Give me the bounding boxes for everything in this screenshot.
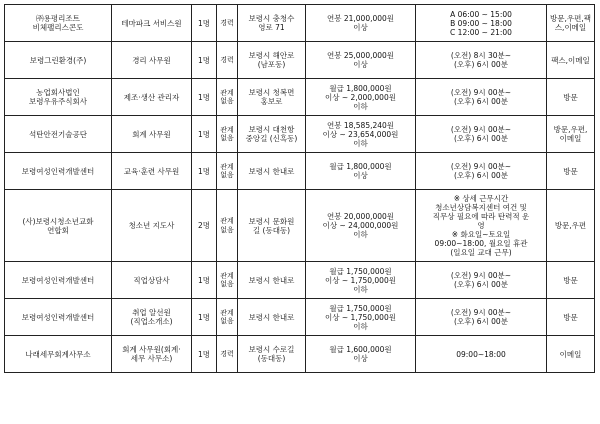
salary-cell: 연봉 21,000,000원 이상 — [306, 5, 416, 42]
job-title-cell: 취업 알선원 (직업소개소) — [112, 299, 192, 336]
job-title-cell: 청소년 지도사 — [112, 190, 192, 262]
salary-cell: 연봉 25,000,000원 이상 — [306, 42, 416, 79]
salary-cell: 월급 1,800,000원 이상 — [306, 153, 416, 190]
headcount-cell: 1명 — [192, 79, 217, 116]
table-row — [5, 299, 595, 336]
headcount-cell: 1명 — [192, 299, 217, 336]
experience-cell: 경력 — [217, 42, 238, 79]
apply-method-cell: 방문 — [547, 262, 595, 299]
experience-cell: 관계 없음 — [217, 153, 238, 190]
headcount-cell: 1명 — [192, 153, 217, 190]
location-cell: 보령시 대천항 중앙길 (신흑동) — [238, 116, 306, 153]
job-title-cell: 회계 사무원(회계· 세무 사무소) — [112, 336, 192, 373]
table-row — [5, 116, 595, 153]
headcount-cell: 2명 — [192, 190, 217, 262]
salary-cell: 월급 1,600,000원 이상 — [306, 336, 416, 373]
headcount-cell: 1명 — [192, 42, 217, 79]
table-row — [5, 336, 595, 373]
apply-method-cell: 방문,우편,팩 스,이메일 — [547, 5, 595, 42]
headcount-cell: 1명 — [192, 5, 217, 42]
company-cell: 석탄안전기술공단 — [5, 116, 112, 153]
job-title-cell: 경리 사무원 — [112, 42, 192, 79]
company-cell: 보령여성인력개발센터 — [5, 153, 112, 190]
company-cell: ㈜용평리조트 비체팰리스콘도 — [5, 5, 112, 42]
company-cell: 보령그린환경(주) — [5, 42, 112, 79]
salary-cell: 월급 1,750,000원 이상 ~ 1,750,000원 이하 — [306, 299, 416, 336]
table-row — [5, 190, 595, 262]
hours-cell: 09:00~18:00 — [416, 336, 547, 373]
experience-cell: 관계 없음 — [217, 262, 238, 299]
apply-method-cell: 방문 — [547, 79, 595, 116]
hours-cell: (오전) 9시 00분~ (오후) 6시 00분 — [416, 262, 547, 299]
hours-cell: (오전) 9시 00분~ (오후) 6시 00분 — [416, 299, 547, 336]
location-cell: 보령시 해안로 (남포동) — [238, 42, 306, 79]
experience-cell: 경력 — [217, 5, 238, 42]
headcount-cell: 1명 — [192, 336, 217, 373]
location-cell: 보령시 수로길 (동대동) — [238, 336, 306, 373]
experience-cell: 경력 — [217, 336, 238, 373]
company-cell: (사)보령시청소년교화 연합회 — [5, 190, 112, 262]
location-cell: 보령시 충청수 영로 71 — [238, 5, 306, 42]
experience-cell: 관계 없음 — [217, 116, 238, 153]
location-cell: 보령시 문화원 길 (동대동) — [238, 190, 306, 262]
company-cell: 보령여성인력개발센터 — [5, 262, 112, 299]
salary-cell: 연봉 20,000,000원 이상 ~ 24,000,000원 이하 — [306, 190, 416, 262]
company-cell: 보령여성인력개발센터 — [5, 299, 112, 336]
hours-cell: ※ 상세 근무시간 청소년상담복지센터 여건 및 직무상 필요에 따라 탄력적 운 영 ※ 화요일~토요일 09:00~18:00, 월요일 휴관 (일요일 교대 근무) — [416, 190, 547, 262]
salary-cell: 월급 1,750,000원 이상 ~ 1,750,000원 이하 — [306, 262, 416, 299]
location-cell: 보령시 청복면 홍보로 — [238, 79, 306, 116]
hours-cell: (오전) 9시 00분~ (오후) 6시 00분 — [416, 116, 547, 153]
hours-cell: A 06:00 ~ 15:00 B 09:00 ~ 18:00 C 12:00 ~ 21:00 — [416, 5, 547, 42]
apply-method-cell: 팩스,이메일 — [547, 42, 595, 79]
job-title-cell: 회계 사무원 — [112, 116, 192, 153]
job-listing-page — [4, 4, 595, 373]
apply-method-cell: 방문,우편, 이메일 — [547, 116, 595, 153]
job-title-cell: 제조·생산 관리자 — [112, 79, 192, 116]
apply-method-cell: 방문 — [547, 299, 595, 336]
table-row — [5, 42, 595, 79]
location-cell: 보령시 한내로 — [238, 153, 306, 190]
company-cell: 나래세무회계사무소 — [5, 336, 112, 373]
apply-method-cell: 이메일 — [547, 336, 595, 373]
apply-method-cell: 방문 — [547, 153, 595, 190]
job-title-cell: 직업상담사 — [112, 262, 192, 299]
experience-cell: 관계 없음 — [217, 190, 238, 262]
location-cell: 보령시 한내로 — [238, 299, 306, 336]
job-title-cell: 교육·훈련 사무원 — [112, 153, 192, 190]
headcount-cell: 1명 — [192, 116, 217, 153]
table-row — [5, 262, 595, 299]
table-row — [5, 79, 595, 116]
hours-cell: (오전) 9시 00분~ (오후) 6시 00분 — [416, 153, 547, 190]
table-row — [5, 153, 595, 190]
salary-cell: 연봉 18,585,240원 이상 ~ 23,654,000원 이하 — [306, 116, 416, 153]
hours-cell: (오전) 8시 30분~ (오후) 6시 00분 — [416, 42, 547, 79]
hours-cell: (오전) 9시 00분~ (오후) 6시 00분 — [416, 79, 547, 116]
experience-cell: 관계 없음 — [217, 79, 238, 116]
experience-cell: 관계 없음 — [217, 299, 238, 336]
salary-cell: 월급 1,800,000원 이상 ~ 2,000,000원 이하 — [306, 79, 416, 116]
company-cell: 농업회사법인 보령우유주식회사 — [5, 79, 112, 116]
headcount-cell: 1명 — [192, 262, 217, 299]
job-title-cell: 테마파크 서비스원 — [112, 5, 192, 42]
location-cell: 보령시 한내로 — [238, 262, 306, 299]
apply-method-cell: 방문,우편 — [547, 190, 595, 262]
table-row — [5, 5, 595, 42]
job-listing-table — [4, 4, 595, 373]
